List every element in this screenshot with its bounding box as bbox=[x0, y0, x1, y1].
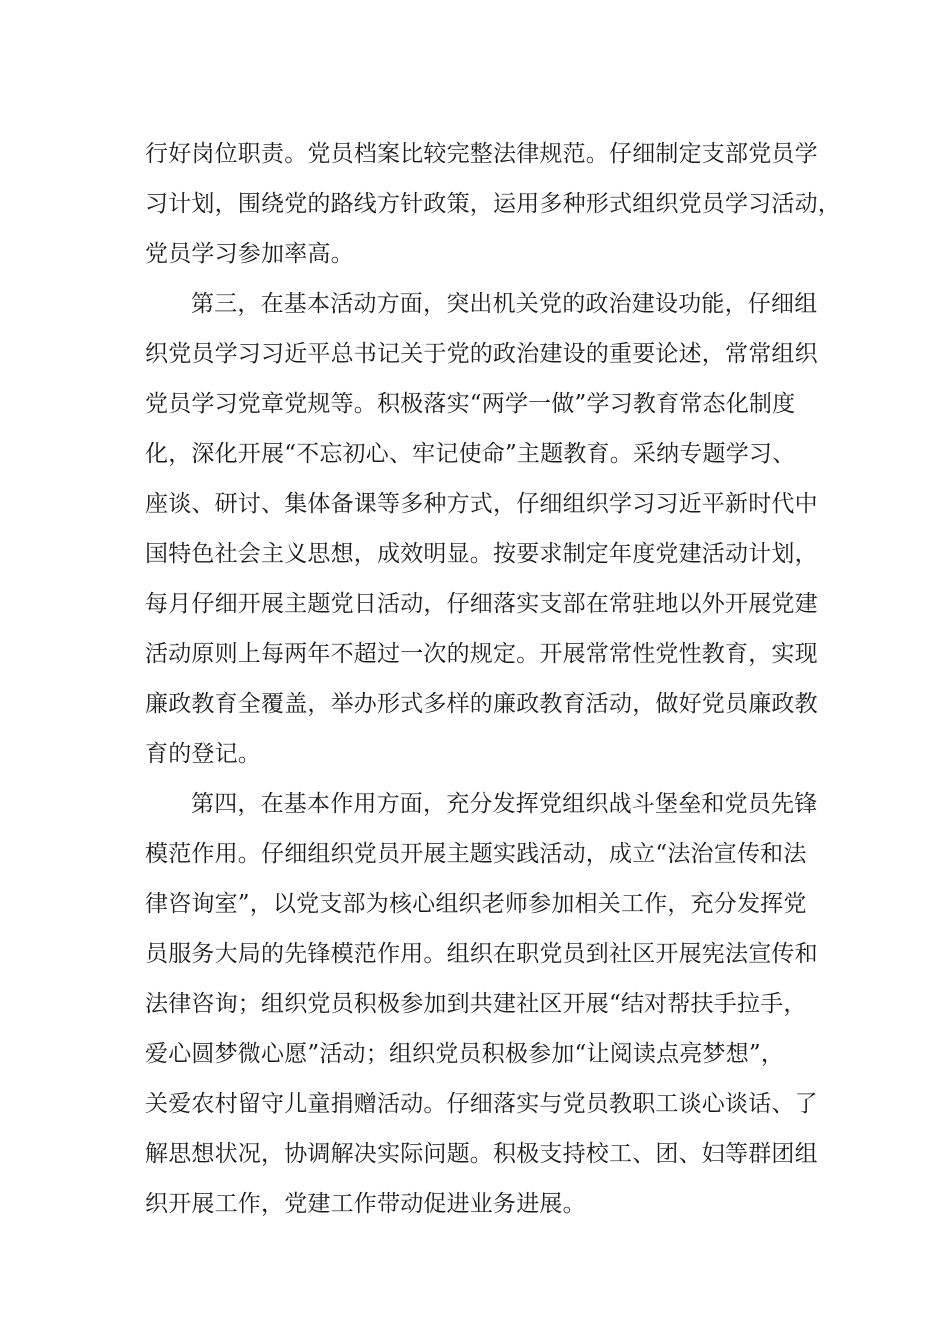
paragraph-2-line-8: 活动原则上每两年不超过一次的规定。开展常常性党性教育，实现 bbox=[145, 641, 818, 667]
paragraph-2-line-9: 廉政教育全覆盖，举办形式多样的廉政教育活动，做好党员廉政教 bbox=[145, 691, 818, 717]
paragraph-3-line-3: 律咨询室”，以党支部为核心组织老师参加相关工作，充分发挥党 bbox=[145, 891, 807, 917]
paragraph-2-line-7: 每月仔细开展主题党日活动，仔细落实支部在常驻地以外开展党建 bbox=[145, 591, 818, 617]
paragraph-2-line-4: 化，深化开展“不忘初心、牢记使命”主题教育。采纳专题学习、 bbox=[145, 441, 796, 467]
paragraph-1-line-2: 习计划，围绕党的路线方针政策，运用多种形式组织党员学习活动， bbox=[145, 191, 841, 217]
paragraph-3-line-1: 第四，在基本作用方面，充分发挥党组织战斗堡垒和党员先锋 bbox=[191, 791, 818, 817]
paragraph-3-line-7: 关爱农村留守儿童捐赠活动。仔细落实与党员教职工谈心谈话、了 bbox=[145, 1091, 818, 1117]
paragraph-2-line-6: 国特色社会主义思想，成效明显。按要求制定年度党建活动计划， bbox=[145, 541, 818, 567]
paragraph-2-line-10: 育的登记。 bbox=[145, 741, 261, 767]
paragraph-2-line-5: 座谈、研讨、集体备课等多种方式，仔细组织学习习近平新时代中 bbox=[145, 491, 818, 517]
paragraph-3-line-6: 爱心圆梦微心愿”活动；组织党员积极参加“让阅读点亮梦想”， bbox=[145, 1041, 785, 1067]
paragraph-2-line-2: 织党员学习习近平总书记关于党的政治建设的重要论述，常常组织 bbox=[145, 341, 818, 367]
paragraph-3-line-8: 解思想状况，协调解决实际问题。积极支持校工、团、妇等群团组 bbox=[145, 1141, 818, 1167]
paragraph-3-line-5: 法律咨询；组织党员积极参加到共建社区开展“结对帮扶手拉手， bbox=[145, 991, 807, 1017]
paragraph-3-line-9: 织开展工作，党建工作带动促进业务进展。 bbox=[145, 1191, 586, 1217]
paragraph-1-line-1: 行好岗位职责。党员档案比较完整法律规范。仔细制定支部党员学 bbox=[145, 141, 818, 167]
paragraph-3-line-2: 模范作用。仔细组织党员开展主题实践活动，成立“法治宣传和法 bbox=[145, 841, 807, 867]
paragraph-2-line-1: 第三，在基本活动方面，突出机关党的政治建设功能，仔细组 bbox=[191, 291, 818, 317]
paragraph-2-line-3: 党员学习党章党规等。积极落实“两学一做”学习教育常态化制度 bbox=[145, 391, 796, 417]
paragraph-3-line-4: 员服务大局的先锋模范作用。组织在职党员到社区开展宪法宣传和 bbox=[145, 941, 818, 967]
paragraph-1-line-3: 党员学习参加率高。 bbox=[145, 241, 354, 267]
